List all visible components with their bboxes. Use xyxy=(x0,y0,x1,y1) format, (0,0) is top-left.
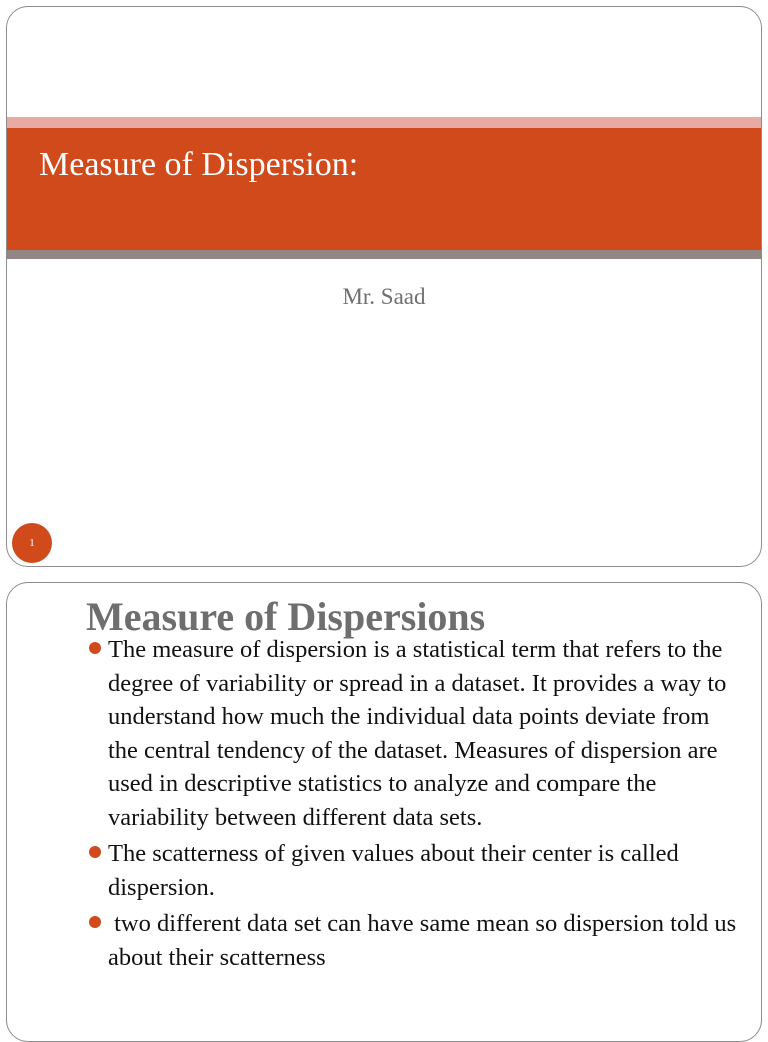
page-number-badge: 1 xyxy=(12,523,52,563)
bullet-item xyxy=(7,837,761,904)
bullet-text: The measure of dispersion is a statistical term that refers to the degree of variability or spread in a dataset. It provides a way to understand how much the individual data points deviate from the central tendency of the dataset. Measures of dispersion are used in descriptive statistics to analyze and compare the variability between different data sets. xyxy=(108,636,727,831)
slide-1-subtitle: Mr. Saad xyxy=(342,284,426,309)
bullet-text: The scatterness of given values about their center is called dispersion. xyxy=(108,840,679,901)
slide-2-title: Measure of Dispersions xyxy=(86,594,486,639)
slide-1 xyxy=(6,6,762,567)
bullet-dot-icon xyxy=(89,642,101,654)
bullet-text: two different data set can have same mean so dispersion told us about their scatterness xyxy=(108,910,743,971)
title-band-shadow xyxy=(7,250,761,259)
bullet-dot-icon xyxy=(89,916,101,928)
bullet-item xyxy=(7,907,761,974)
bullet-dot-icon xyxy=(89,846,101,858)
title-band-highlight xyxy=(7,117,761,128)
bullet-item xyxy=(7,633,761,834)
slide-1-title: Measure of Dispersion: xyxy=(39,146,359,183)
bullet-list xyxy=(7,633,761,977)
slide-2 xyxy=(6,582,762,1042)
